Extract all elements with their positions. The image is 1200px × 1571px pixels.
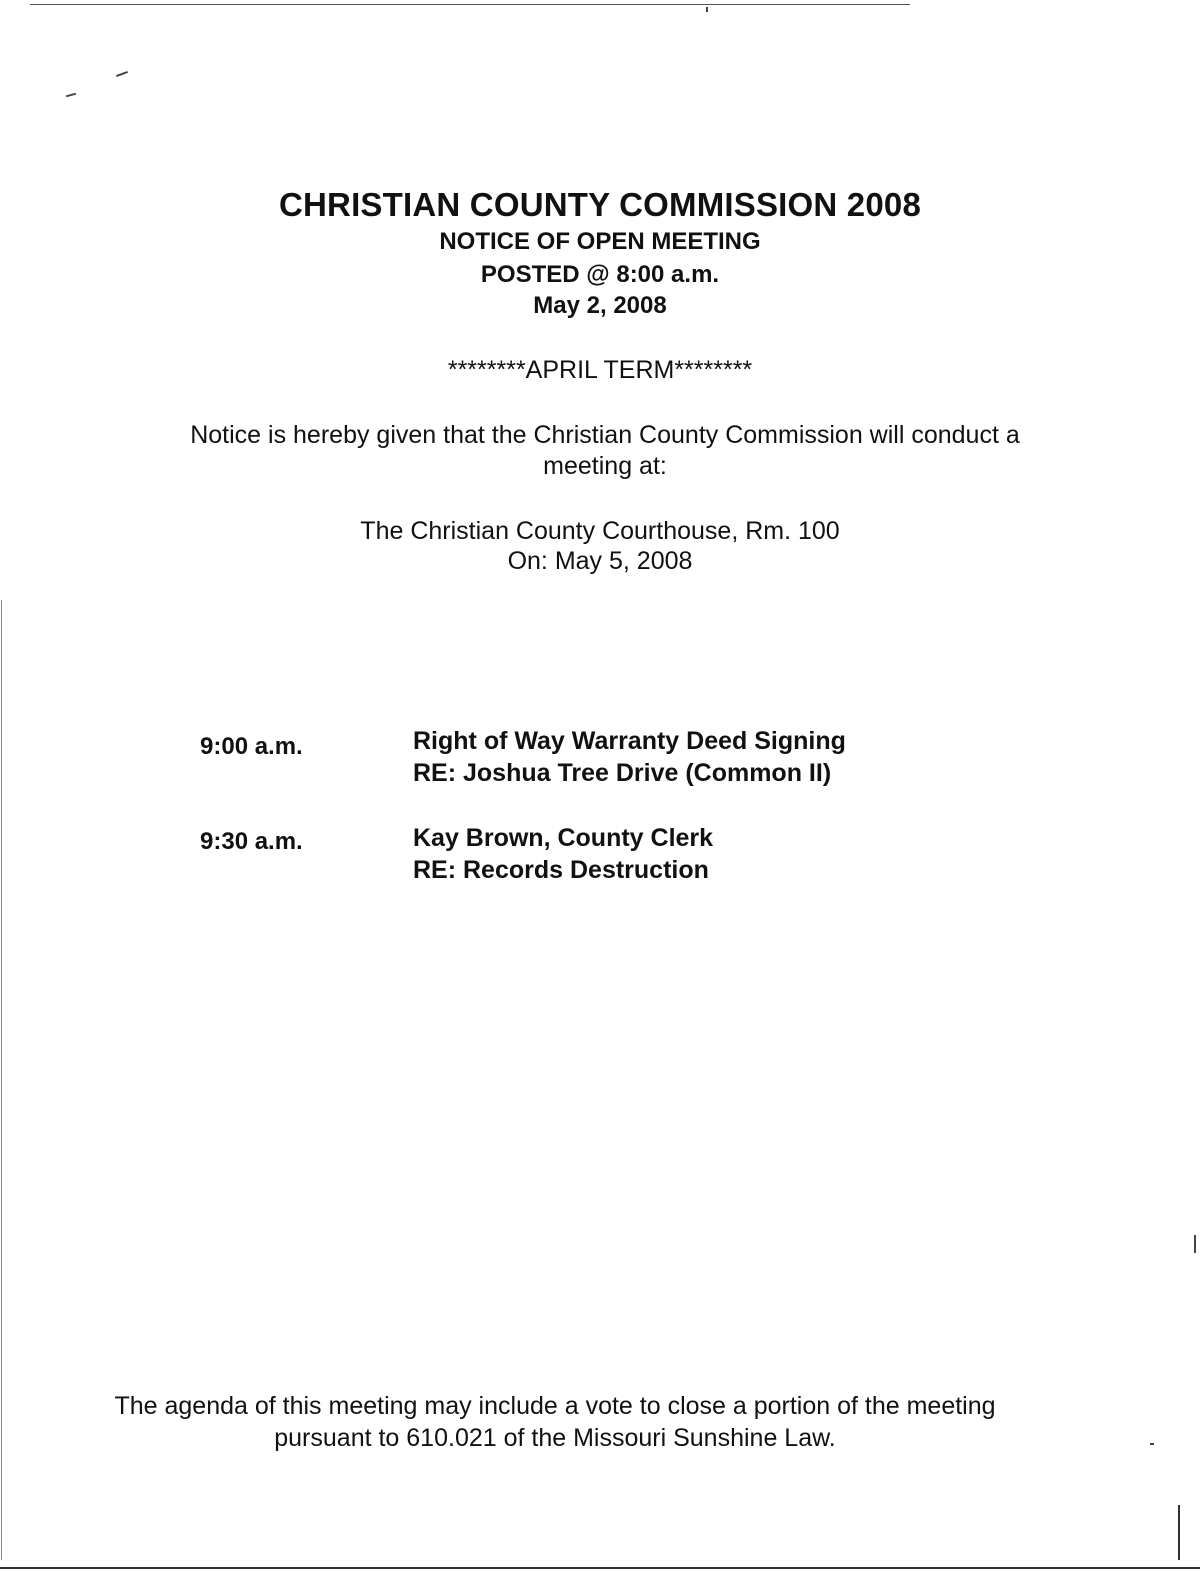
scan-speck	[1194, 1235, 1196, 1253]
scan-edge-left	[1, 600, 2, 1560]
location-place: The Christian County Courthouse, Rm. 100	[360, 517, 840, 545]
term-heading: ********APRIL TERM********	[447, 356, 753, 384]
location-date: On: May 5, 2008	[507, 547, 693, 575]
posted-date: May 2, 2008	[533, 292, 667, 319]
notice-paragraph	[140, 420, 1070, 482]
meeting-location	[0, 516, 1200, 576]
agenda-item	[413, 822, 713, 886]
scan-speck	[1150, 1443, 1154, 1445]
footer-line: pursuant to 610.021 of the Missouri Sunshine Law.	[274, 1424, 836, 1452]
agenda-time: 9:30 a.m.	[200, 828, 303, 855]
notice-line: meeting at:	[543, 452, 667, 480]
scan-speck	[706, 7, 708, 12]
posted-time: POSTED @ 8:00 a.m.	[480, 261, 720, 288]
agenda-item-re: RE: Records Destruction	[413, 856, 709, 884]
document-title: CHRISTIAN COUNTY COMMISSION 2008	[278, 186, 922, 223]
agenda-item	[413, 725, 846, 789]
scan-edge-right	[1178, 1505, 1180, 1560]
scan-edge-top	[30, 4, 910, 5]
scan-speck	[66, 93, 76, 98]
scan-edge-bottom	[0, 1567, 1200, 1569]
footer-note	[50, 1390, 1060, 1454]
footer-line: The agenda of this meeting may include a vote to close a portion of the meeting	[114, 1392, 996, 1420]
notice-type: NOTICE OF OPEN MEETING	[439, 228, 761, 255]
agenda-item-title: Kay Brown, County Clerk	[413, 824, 714, 852]
agenda-item-re: RE: Joshua Tree Drive (Common II)	[413, 759, 832, 787]
scan-speck	[116, 71, 128, 77]
agenda-item-title: Right of Way Warranty Deed Signing	[413, 727, 846, 755]
agenda-time: 9:00 a.m.	[200, 733, 303, 760]
notice-line: Notice is hereby given that the Christian County Commission will conduct a	[190, 421, 1020, 449]
